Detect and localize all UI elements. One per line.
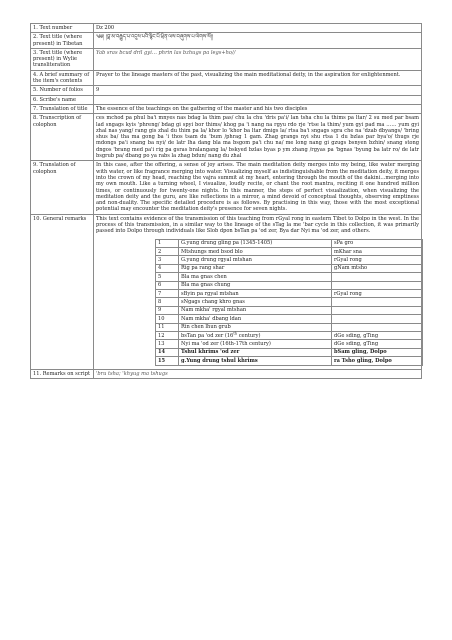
lineage-row [156,256,423,264]
script-remarks-value: 'bru tsha; 'khyug ma tshugs [94,369,422,378]
lineage-number: 1 [156,239,179,247]
lineage-master: Nyi ma 'od zer (16th-17th century) [179,340,332,348]
table-row [31,24,422,33]
lineage-master [179,332,332,340]
table-row [31,33,422,49]
lineage-number: 9 [156,306,179,314]
lineage-place: gNam mtsho [332,264,423,272]
lineage-master: Rin chen lhun grub [179,323,332,331]
lineage-number: 6 [156,281,179,289]
lineage-master-text: century) [237,332,261,339]
tibetan-title-value: ༄༅། །བླ་མ་བརྒྱུད་པ་འདུས་པའི་སྙིང་པོ་ཕྲིན་ལས་བཞུགས་པ་ལེགས་སོ།། [94,33,422,49]
lineage-row [156,290,423,298]
catalogue-entry [30,23,422,379]
lineage-row [156,264,423,272]
lineage-place: rGyal rong [332,290,423,298]
row-label: 6. Scribe's name [31,95,94,104]
lineage-number: 2 [156,248,179,256]
general-remarks-cell [94,214,422,369]
text-number-value: Dz 200 [94,24,422,33]
lineage-place [332,323,423,331]
metadata-table [30,23,422,379]
row-label: 2. Text title (where present) in Tibetan [31,33,94,49]
table-row [31,161,422,214]
lineage-master: Bla ma gnas chung [179,281,332,289]
lineage-number: 13 [156,340,179,348]
lineage-master: Bla ma gnas chen [179,273,332,281]
lineage-place: sPa gro [332,239,423,247]
lineage-row [156,306,423,314]
lineage-place [332,298,423,306]
table-row [31,48,422,70]
lineage-place: ra Tsho gling, Dolpo [332,357,423,365]
lineage-number: 12 [156,332,179,340]
title-translation-value: The essence of the teachings on the gathering of the master and his two disciples [94,104,422,113]
lineage-number: 10 [156,315,179,323]
lineage-table [155,239,423,366]
lineage-master: G.yung drung gling pa (1345-1405) [179,239,332,247]
lineage-master: sByin pa rgyal mtshan [179,290,332,298]
lineage-row [156,281,423,289]
lineage-master: G.yung drung rgyal mtshan [179,256,332,264]
ordinal-suffix: th [233,330,238,335]
row-label: 8. Transcription of colophon [31,114,94,161]
lineage-number: 14 [156,348,179,356]
lineage-row [156,323,423,331]
lineage-row [156,298,423,306]
lineage-master: Rig pa rang shar [179,264,332,272]
lineage-row [156,239,423,247]
row-label: 4. A brief summary of the item's contents [31,70,94,86]
row-label: 9. Translation of colophon [31,161,94,214]
lineage-master: g.Yung drung tshul khrims [179,357,332,365]
row-label: 5. Number of folios [31,86,94,95]
table-row [31,214,422,369]
lineage-place [332,315,423,323]
lineage-number: 15 [156,357,179,365]
wylie-title-value: Yab sras bcud dril gyi… phrin las bzhugs pa legs+ho// [94,48,422,70]
table-row [31,369,422,378]
lineage-place: bSam gling, Dolpo [332,348,423,356]
lineage-number: 5 [156,273,179,281]
lineage-row [156,357,423,365]
scribe-value [94,95,422,104]
lineage-row [156,315,423,323]
row-label: 3. Text title (where present) in Wylie transliteration [31,48,94,70]
lineage-row [156,248,423,256]
table-row [31,70,422,86]
lineage-master: Nam mkha' dbang ldan [179,315,332,323]
lineage-place: mKhar sna [332,248,423,256]
lineage-number: 8 [156,298,179,306]
lineage-number: 7 [156,290,179,298]
folios-value: 9 [94,86,422,95]
lineage-master: Nam mkha' rgyal mtshan [179,306,332,314]
lineage-place: rGyal rong [332,256,423,264]
general-remarks-text: This text contains evidence of the transmission of this teaching from rGyal rong in eastern Tibet to Dolpo in the west. In the process of this transmission, in a similar way to the lineage of the sTag la me 'bar cycle in this collection, it was primarily passed into Dolpo through individuals like Slob dpon bsTan pa 'od zer, Bya dar Nyi ma 'od zer, and others. [96,215,419,235]
lineage-row [156,332,423,340]
lineage-master: sNgags chang khro gnas [179,298,332,306]
table-row [31,86,422,95]
table-row [31,95,422,104]
summary-value: Prayer to the lineage masters of the past, visualizing the main meditational deity, in the aspiration for enlightenment. [94,70,422,86]
colophon-transcription-value: ces mchod pa phul ba'i mnyes nas bdag la thim pas/ chu la chu 'dris pa'i/ lan tsha chu la thims pa ltar/ 2 su med par bsam lad sngags kyis 'phreng/ bdag gi spyi bor thims/ khog pa 'i nang na rgyu rdo rje 'rtse la thim/ yum gyi pad ma …… yum gyi zhal nas yang/ rang gis zhal du thim pa la/ khor lo 'khor ba ltar dmigs la/ rtsa ba'i sngags sgra che na 'dzab dbyangs/ 'bring shus ba/ tha ma gong ba 'i thos tsam du 'bum /phrag 1 gam. Zhag grangs nyi shu rtsa 1 du bzlas par bya'o/ thugs rje mdongs pa'i snang ba nyi/ de latr lha dang bla ma bsgom pa'i chu na/ me long nang gi gzugs bsnyen bzhin/ snang stong dngos 'brang med pa'i rig pa gsras bralangang la/ bskyed bzlas byas p ym zhang /rgyas pa 'bgnas 'byung ba latr ro/ de latr bsgrub pa/ dbang po ya rabs la zhag bdun/ nang du zhal [94,114,422,161]
table-row [31,104,422,113]
lineage-row [156,340,423,348]
row-label: 10. General remarks [31,214,94,369]
lineage-place [332,281,423,289]
row-label: 7. Translation of title [31,104,94,113]
lineage-row [156,348,423,356]
lineage-master-text: bsTan pa 'od zer (16 [181,332,234,339]
lineage-place [332,273,423,281]
lineage-number: 3 [156,256,179,264]
row-label: 1. Text number [31,24,94,33]
lineage-number: 4 [156,264,179,272]
lineage-master: Tshul khrims 'od zer [179,348,332,356]
table-row [31,114,422,161]
lineage-master: Mtshungs med bsod blo [179,248,332,256]
lineage-row [156,273,423,281]
colophon-translation-value: In this case, after the offering, a sense of joy arises. The main meditation deity merges into my being, like water merging with water, or like fragrance merging into water. Visualizing myself as indistinguishable from the meditation deity, it merges into the crown of my head, reaching the vajra summit at my heart, entering through the mouth of the dakini…merging into my own mouth. Like a turning wheel, I visualize, loudly recite, or chant the root mantra, reciting it one hundred million times, or continuously for twenty-one nights. In this manner, the steps of perfect visualization, when visualizing the meditation deity and the guru, are like reflections in a mirror, a mind devoid of conceptual thoughts, observing emptiness and non-duality. The specific detailed procedure is as follows. By practising in this way, those with the most exceptional potential may encounter the meditation deity's presence for seven nights. [94,161,422,214]
lineage-place [332,306,423,314]
row-label: 11. Remarks on script [31,369,94,378]
lineage-number: 11 [156,323,179,331]
lineage-place: dGe sding, gTing [332,340,423,348]
lineage-place: dGe sding, gTing [332,332,423,340]
